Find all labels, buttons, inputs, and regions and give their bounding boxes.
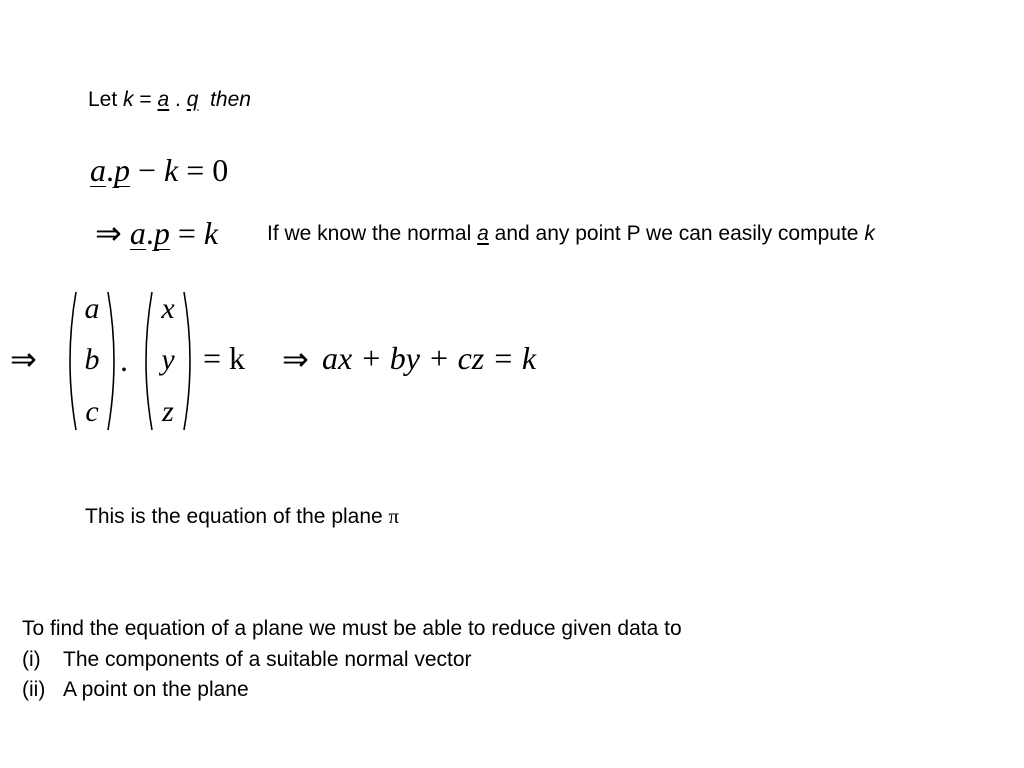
- pi-symbol: π: [388, 504, 400, 528]
- vector-a: a: [90, 152, 106, 188]
- k-symbol: k: [123, 88, 134, 111]
- vector-a: a: [157, 88, 170, 111]
- equation-implies-ap-k: [95, 214, 218, 252]
- dot-symbol: .: [106, 152, 114, 188]
- list-number: (i): [22, 647, 41, 671]
- vector-component-c: c: [85, 395, 99, 428]
- k-symbol: k: [203, 215, 219, 251]
- list-text: A point on the plane: [63, 678, 249, 701]
- vector-p: p: [153, 215, 170, 251]
- vector-component-y: y: [161, 343, 175, 376]
- vector-a: a: [129, 215, 146, 251]
- equals-k: = k: [203, 340, 246, 376]
- list-number: (ii): [22, 678, 46, 701]
- plane-text: This is the equation of the plane: [85, 505, 383, 528]
- let-text: Let: [88, 88, 118, 111]
- plane-statement: [85, 504, 399, 529]
- vector-q: q: [186, 88, 199, 111]
- dot-symbol: .: [145, 215, 154, 251]
- vector-a: a: [477, 222, 489, 245]
- dot-symbol: .: [120, 342, 128, 378]
- vector-component-z: z: [162, 395, 174, 428]
- list-text: The components of a suitable normal vector: [63, 647, 472, 671]
- equation-plane-vector: [90, 152, 228, 189]
- equals-sign: =: [177, 215, 196, 251]
- list-item: [22, 645, 682, 676]
- equals-sign: =: [139, 88, 152, 111]
- dot-symbol: .: [175, 88, 181, 111]
- equals-sign: =: [186, 152, 205, 188]
- list-item: [22, 675, 682, 706]
- implies-symbol: ⇒: [10, 341, 37, 377]
- k-symbol: k: [864, 222, 875, 245]
- note-text-2: and any point P we can easily compute: [494, 222, 859, 245]
- cartesian-equation: ax + by + cz = k: [322, 340, 537, 376]
- summary-block: [22, 614, 682, 706]
- k-symbol: k: [164, 152, 179, 188]
- zero: 0: [212, 152, 229, 188]
- vector-p: p: [114, 152, 130, 188]
- vector-component-x: x: [161, 292, 175, 325]
- normal-note: [267, 222, 875, 246]
- then-text: then: [210, 88, 251, 111]
- note-text: If we know the normal: [267, 222, 472, 245]
- implies-symbol-2: ⇒: [282, 341, 309, 377]
- implies-symbol: ⇒: [95, 215, 122, 251]
- vector-component-b: b: [84, 343, 100, 376]
- minus-sign: −: [138, 152, 157, 188]
- definition-line: [88, 88, 251, 112]
- summary-intro: To find the equation of a plane we must be able to reduce given data to: [22, 617, 682, 640]
- vector-component-a: a: [84, 292, 100, 325]
